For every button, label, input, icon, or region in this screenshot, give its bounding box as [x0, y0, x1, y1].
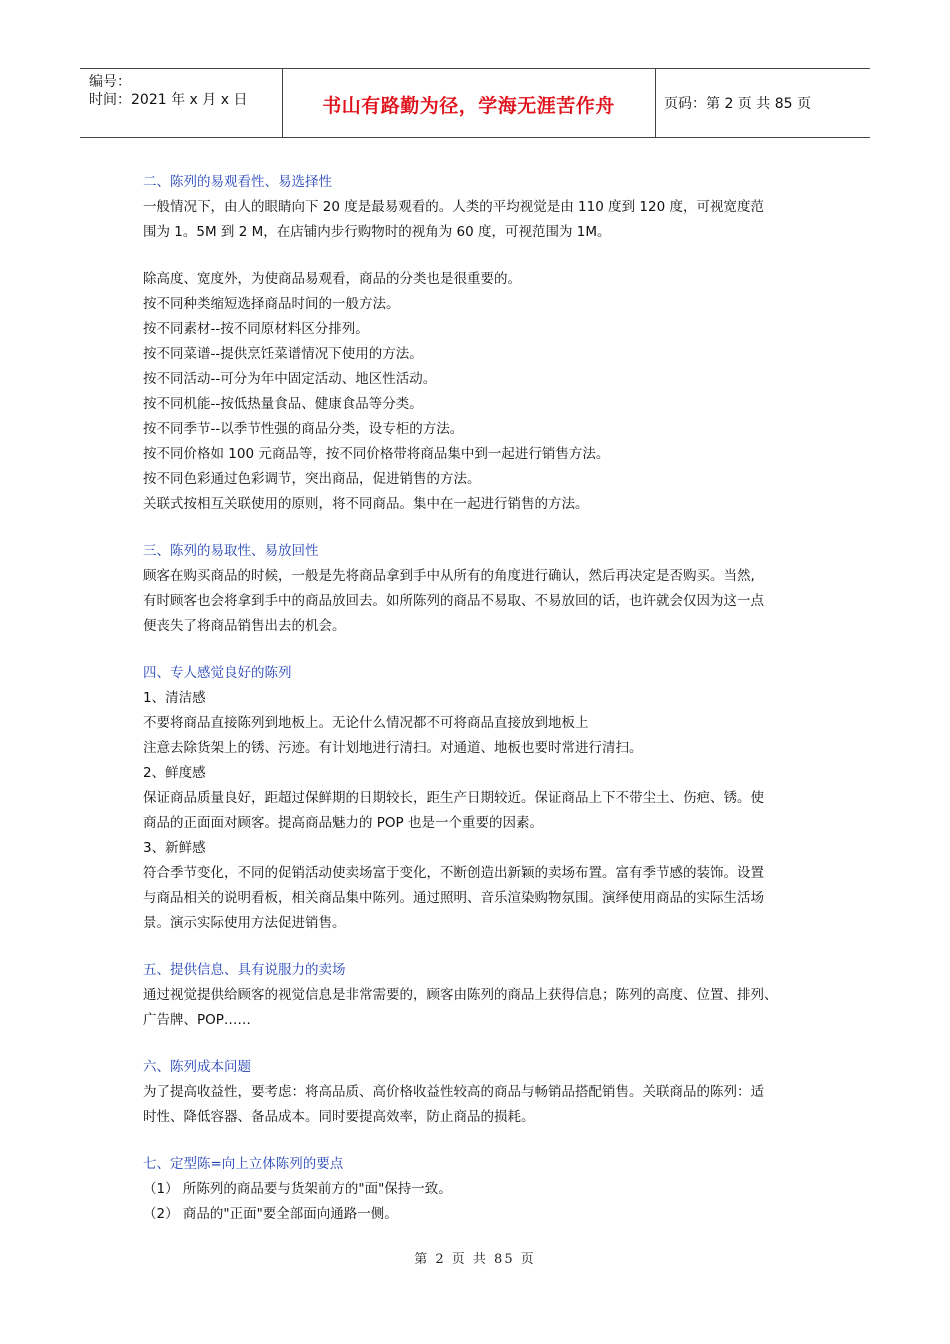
body-text-line: 按不同色彩通过色彩调节，突出商品，促进销售的方法。	[143, 471, 481, 487]
header-page-cell	[655, 69, 870, 137]
body-text-line: 围为 1。5M 到 2 M，在店铺内步行购物时的视角为 60 度，可视范围为 1M。	[143, 224, 611, 240]
body-text-line: 按不同活动--可分为年中固定活动、地区性活动。	[143, 371, 437, 387]
body-text-line: 广告牌、POP……	[143, 1012, 251, 1028]
body-text-line: 商品的正面面对顾客。提高商品魅力的 POP 也是一个重要的因素。	[143, 815, 543, 831]
section-heading: 五、提供信息、具有说服力的卖场	[143, 962, 346, 978]
body-text-line: 按不同机能--按低热量食品、健康食品等分类。	[143, 396, 423, 412]
body-text-line: 3、新鲜感	[143, 840, 206, 856]
body-text-line: 顾客在购买商品的时候，一般是先将商品拿到手中从所有的角度进行确认，然后再决定是否购买。当然,	[143, 568, 755, 584]
body-text-line: 2、鲜度感	[143, 765, 206, 781]
page-footer: 第 2 页 共 85 页	[414, 1252, 536, 1267]
body-text-line: 不要将商品直接陈列到地板上。无论什么情况都不可将商品直接放到地板上	[143, 715, 589, 731]
body-text-line: （2） 商品的"正面"要全部面向通路一侧。	[143, 1206, 398, 1222]
section-spacer	[143, 639, 823, 661]
body-text-line: 按不同素材--按不同原材料区分排列。	[143, 321, 369, 337]
body-text-line: 按不同季节--以季节性强的商品分类，设专柜的方法。	[143, 421, 464, 437]
header-slogan: 书山有路勤为径，学海无涯苦作舟	[322, 95, 615, 117]
header-page-code: 页码：第 2 页 共 85 页	[664, 96, 811, 112]
body-text-line: 除高度、宽度外，为使商品易观看，商品的分类也是很重要的。	[143, 271, 521, 287]
body-text-line: 通过视觉提供给顾客的视觉信息是非常需要的，顾客由陈列的商品上获得信息；陈列的高度、位置、排列、	[143, 987, 778, 1003]
body-text-line: 与商品相关的说明看板，相关商品集中陈列。通过照明、音乐渲染购物氛围。演绎使用商品的实际生活场	[143, 890, 764, 906]
section-spacer	[143, 936, 823, 958]
section-spacer	[143, 517, 823, 539]
body-text-line: 时性、降低容器、备品成本。同时要提高效率，防止商品的损耗。	[143, 1109, 535, 1125]
body-text-line: 保证商品质量良好，距超过保鲜期的日期较长，距生产日期较近。保证商品上下不带尘土、伤疤、锈。使	[143, 790, 764, 806]
body-text-line: 按不同种类缩短选择商品时间的一般方法。	[143, 296, 400, 312]
body-text-line: 为了提高收益性，要考虑：将高品质、高价格收益性较高的商品与畅销品搭配销售。关联商品的陈列：适	[143, 1084, 764, 1100]
body-text-line: 有时顾客也会将拿到手中的商品放回去。如所陈列的商品不易取、不易放回的话，也许就会仅因为这一点	[143, 593, 764, 609]
section-spacer	[143, 1130, 823, 1152]
header-slogan-cell	[282, 69, 656, 137]
body-text-line: 注意去除货架上的锈、污迹。有计划地进行清扫。对通道、地板也要时常进行清扫。	[143, 740, 643, 756]
paragraph-spacer	[143, 245, 823, 267]
document-number-label: 编号：	[89, 74, 131, 90]
body-text-line: 符合季节变化，不同的促销活动使卖场富于变化，不断创造出新颖的卖场布置。富有季节感的装饰。设置	[143, 865, 764, 881]
body-text-line: 按不同价格如 100 元商品等，按不同价格带将商品集中到一起进行销售方法。	[143, 446, 610, 462]
section-heading: 四、专人感觉良好的陈列	[143, 665, 292, 681]
body-text-line: 景。演示实际使用方法促进销售。	[143, 915, 346, 931]
page-header	[80, 68, 870, 138]
body-text-line: 便丧失了将商品销售出去的机会。	[143, 618, 346, 634]
section-heading: 七、定型陈=向上立体陈列的要点	[143, 1156, 344, 1172]
document-body	[143, 170, 823, 1227]
body-text-line: 一般情况下，由人的眼睛向下 20 度是最易观看的。人类的平均视觉是由 110 度到 120 度，可视宽度范	[143, 199, 764, 215]
section-heading: 六、陈列成本问题	[143, 1059, 251, 1075]
document-date: 时间：2021 年 x 月 x 日	[89, 92, 248, 108]
header-meta-cell	[80, 69, 283, 137]
body-text-line: 按不同菜谱--提供烹饪菜谱情况下使用的方法。	[143, 346, 423, 362]
section-heading: 三、陈列的易取性、易放回性	[143, 543, 319, 559]
body-text-line: 关联式按相互关联使用的原则，将不同商品。集中在一起进行销售的方法。	[143, 496, 589, 512]
body-text-line: （1） 所陈列的商品要与货架前方的"面"保持一致。	[143, 1181, 452, 1197]
body-text-line: 1、清洁感	[143, 690, 206, 706]
section-heading: 二、陈列的易观看性、易选择性	[143, 174, 332, 190]
section-spacer	[143, 1033, 823, 1055]
